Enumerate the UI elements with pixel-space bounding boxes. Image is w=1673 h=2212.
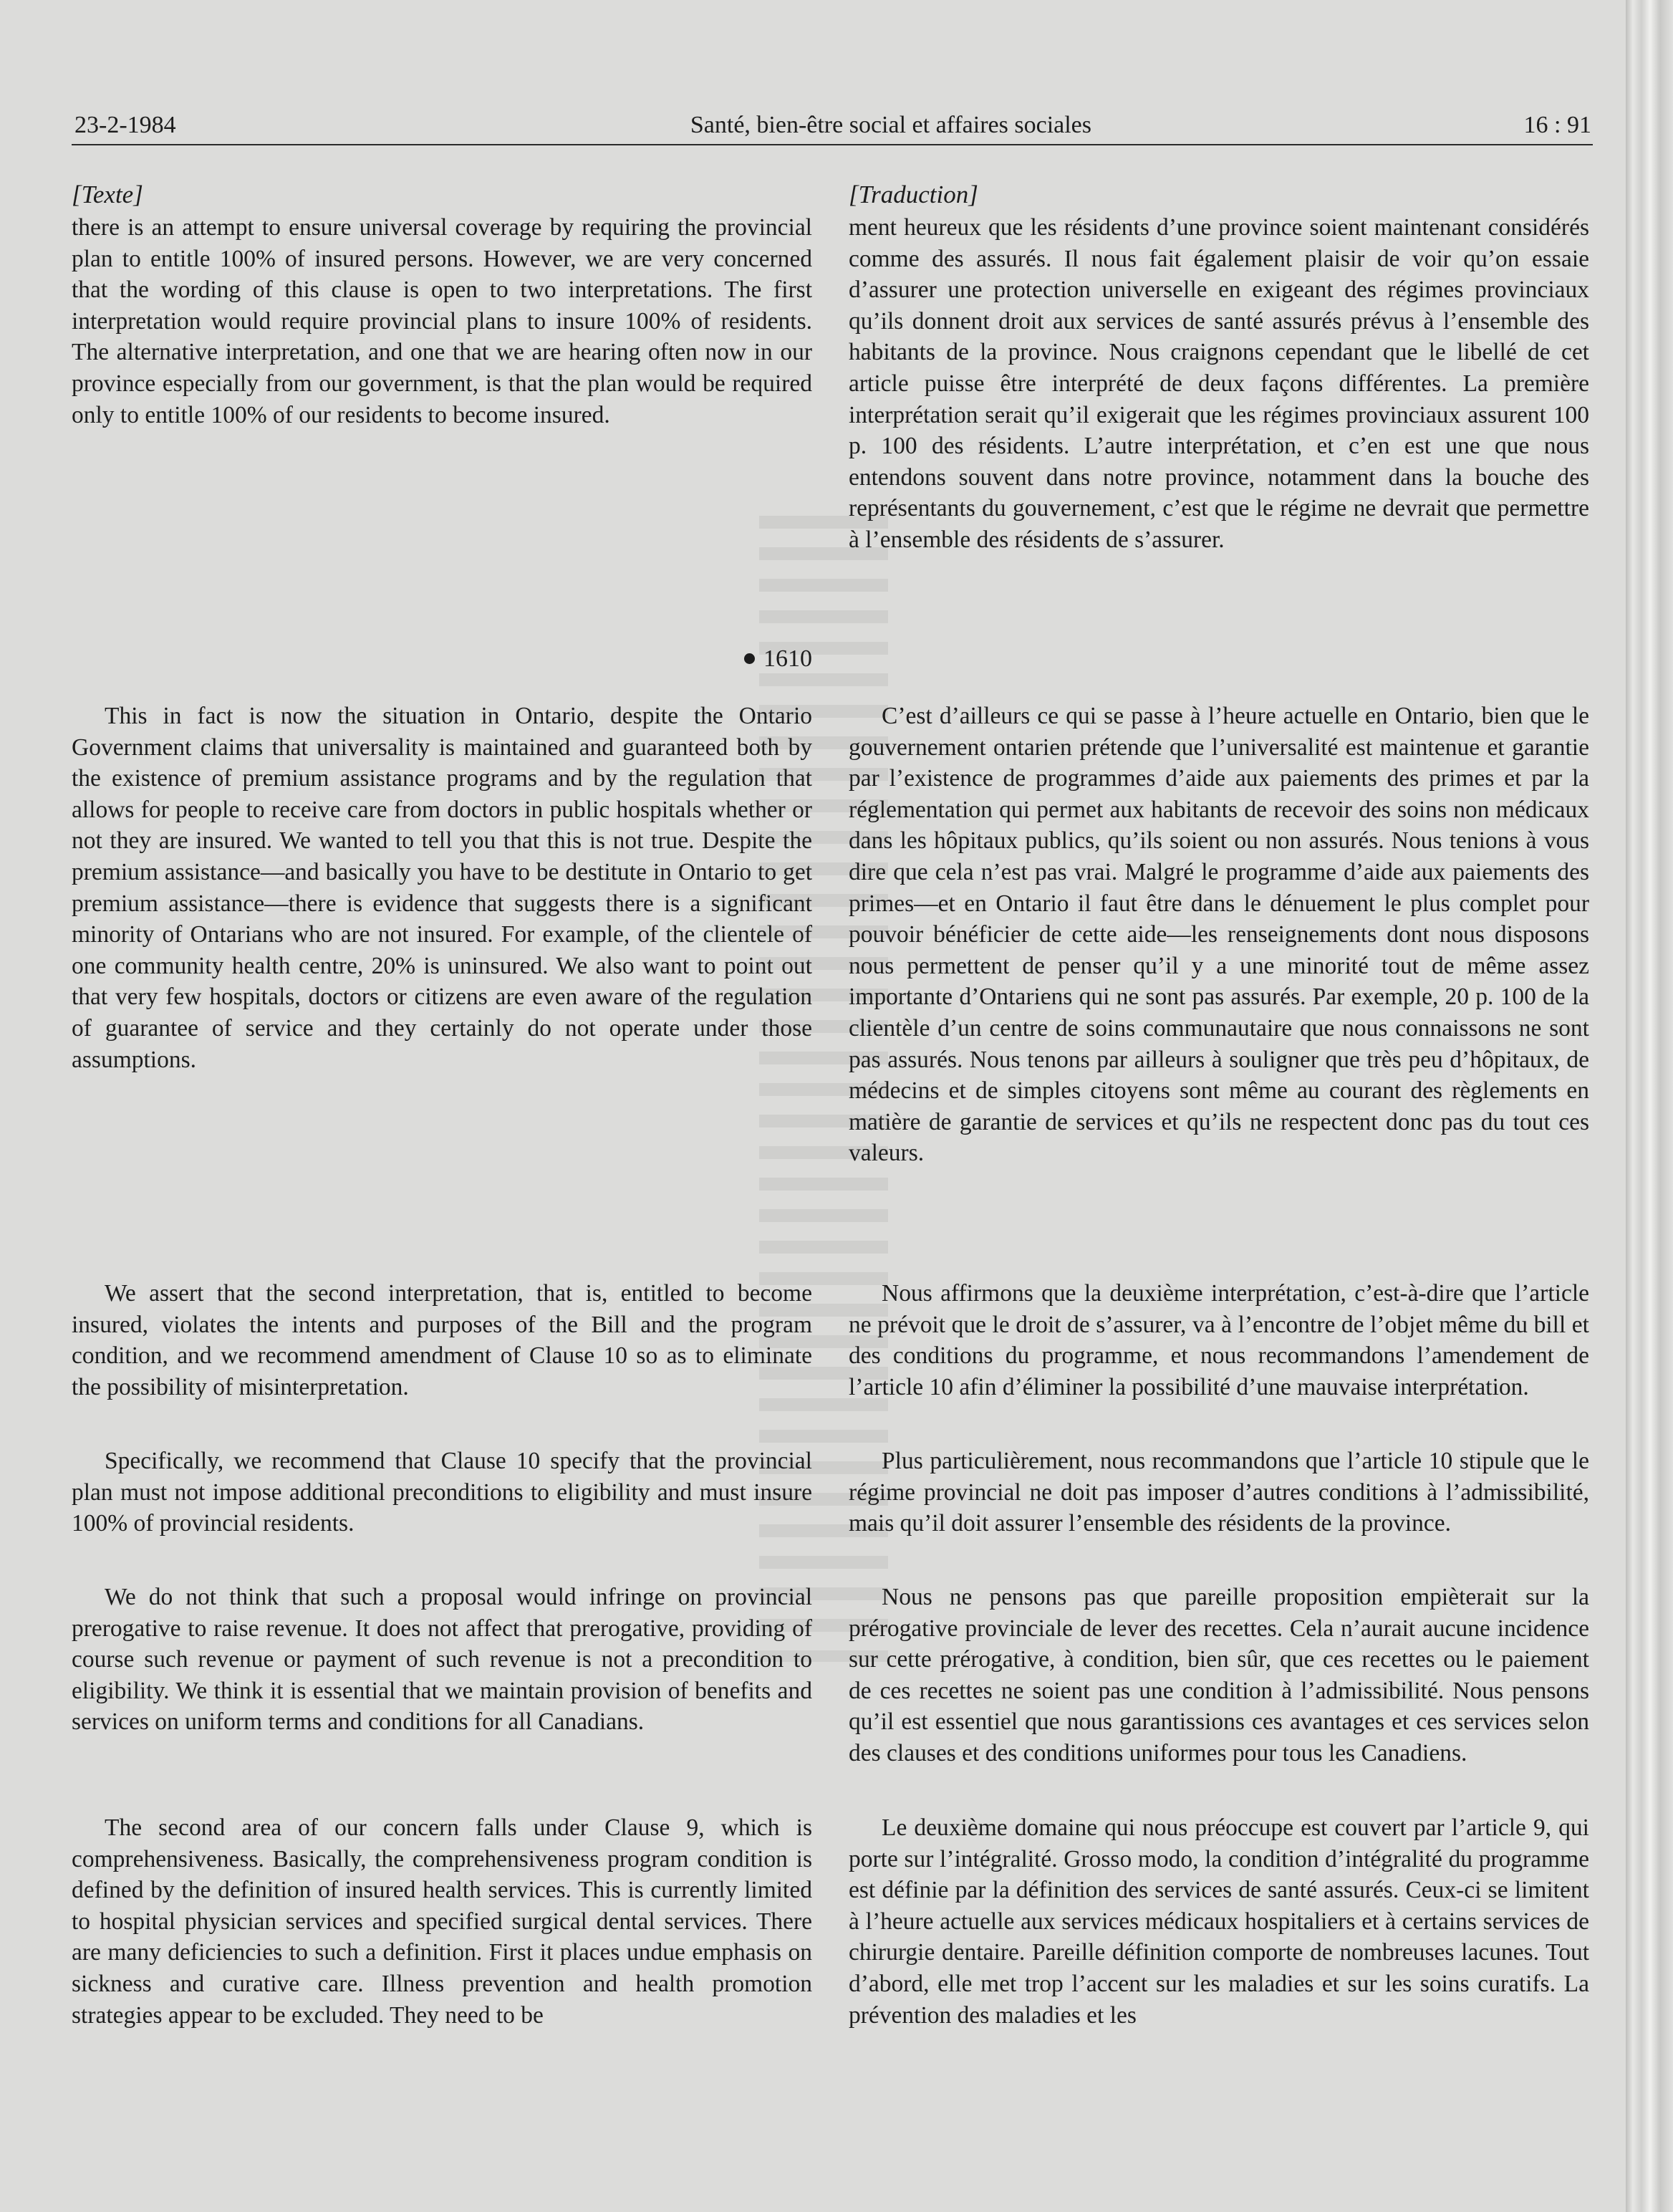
paragraph: there is an attempt to ensure universal coverage by requiring the provincial plan to entitle 100% of insured persons. However, we are very concerned that the wording of this clause is open to two interpretations. The first interpretation would require provincial plans to insure 100% of residents. The alternative interpretation, and one that we are hearing often now in our province especially from our government, is that the plan would be required only to entitle 100% of our residents to become insured. — [72, 214, 812, 428]
header-date: 23-2-1984 — [74, 112, 176, 138]
column-label-texte: [Texte] — [72, 181, 143, 208]
paragraph: Nous ne pensons pas que pareille proposition empièterait sur la prérogative provinciale de lever des recettes. Cela n’aurait aucune incidence sur cette prérogative, à condition, bien sûr, que ces recettes ou le paiement de ces recettes ne soient pas une condition à l’admissibilité. Nous pensons qu’il est essentiel que nous garantissions ces avantages et ces services selon des clauses et des conditions uniformes pour tous les Canadiens. — [849, 1584, 1589, 1766]
paragraph: The second area of our concern falls under Clause 9, which is comprehensiveness. Basically, the comprehensiveness program condition is defined by the definition of insured health services. This is currently limited to hospital physician services and specified surgical dental services. There are many deficiencies to such a definition. First it places undue emphasis on sickness and curative care. Illness prevention and health promotion strategies appear to be excluded. They need to be — [72, 1814, 812, 2029]
bullet-dot-icon — [744, 653, 755, 664]
time-marker — [72, 643, 812, 675]
header-title: Santé, bien-être social et affaires sociales — [690, 112, 1091, 138]
column-label-traduction: [Traduction] — [849, 181, 978, 208]
time-marker-text: 1610 — [763, 645, 812, 672]
paragraph: Le deuxième domaine qui nous préoccupe est couvert par l’article 9, qui porte sur l’intégralité. Grosso modo, la condition d’intégralité du programme est définie par la définition des services de santé assurés. Ceux-ci se limitent à l’heure actuelle aux services médicaux hospitaliers et à certains services de chirurgie dentaire. Pareille définition comporte de nombreuses lacunes. Tout d’abord, elle met trop l’accent sur les maladies et sur les soins curatifs. La prévention des maladies et les — [849, 1814, 1589, 2029]
book-page-edge — [1626, 0, 1673, 2212]
paragraph: C’est d’ailleurs ce qui se passe à l’heure actuelle en Ontario, bien que le gouvernement ontarien prétende que l’universalité est maintenue et garantie par l’existence de programmes d’aide aux paiements des primes et par la réglementation qui permet aux habitants de recevoir des soins non médicaux dans les hôpitaux publics, qu’ils soient ou non assurés. Nous tenions à vous dire que cela n’est pas vrai. Malgré le programme d’aide aux paiements des primes—et en Ontario il faut être dans le dénuement le plus complet pour pouvoir bénéficier de cette aide—les renseignements dont nous disposons nous permettent de penser qu’il y a une minorité tout de même assez importante d’Ontariens qui ne sont pas assurés. Par exemple, 20 p. 100 de la clientèle d’un centre de soins communautaire que nous connaissons ne sont pas assurés. Nous tenons par ailleurs à souligner que très peu d’hôpitaux, de médecins et de simples citoyens sont même au courant des règlements en matière de garantie de services et qu’ils ne respectent donc pas du tout ces valeurs. — [849, 703, 1589, 1167]
paragraph: ment heureux que les résidents d’une province soient maintenant considérés comme des assurés. Il nous fait également plaisir de voir qu’on essaie d’assurer une protection universelle en exigeant des régimes provinciaux qu’ils donnent droit aux services de santé assurés prévus à l’ensemble des habitants de la province. Nous craignons cependant que le libellé de cet article puisse être interprété de deux façons différentes. La première interprétation serait qu’il exigerait que les régimes provinciaux assurent 100 p. 100 des résidents. L’autre interprétation, et c’en est une que nous entendons souvent dans notre province, notamment dans la bouche des représentants du gouvernement, c’est que le régime ne devrait que permettre à l’ensemble des résidents de s’assurer. — [849, 214, 1589, 553]
header-page-number: 16 : 91 — [1523, 112, 1591, 138]
paragraph: This in fact is now the situation in Ontario, despite the Ontario Government claims that universality is maintained and guaranteed both by the existence of premium assistance programs and by the regulation that allows for people to receive care from doctors in public hospitals whether or not they are insured. We wanted to tell you that this is not true. Despite the premium assistance—and basically you have to be destitute in Ontario to get premium assistance—there is evidence that suggests there is a significant minority of Ontarians who are not insured. For example, of the clientele of one community health centre, 20% is uninsured. We also want to point out that very few hospitals, doctors or citizens are even aware of the regulation of guarantee of service and they certainly do not operate under those assumptions. — [72, 703, 812, 1073]
paragraph: Specifically, we recommend that Clause 10 specify that the provincial plan must not impose additional preconditions to eligibility and must insure 100% of provincial residents. — [72, 1448, 812, 1537]
running-header — [74, 109, 1591, 142]
paragraph: Nous affirmons que la deuxième interprétation, c’est-à-dire que l’article ne prévoit que le droit de s’assurer, va à l’encontre de l’objet même du bill et des conditions du programme, et nous recommandons l’amendement de l’article 10 afin d’éliminer la possibilité d’une mauvaise interprétation. — [849, 1280, 1589, 1400]
paragraph: We assert that the second interpretation, that is, entitled to become insured, violates the intents and purposes of the Bill and the program condition, and we recommend amendment of Clause 10 so as to eliminate the possibility of misinterpretation. — [72, 1280, 812, 1400]
paragraph: Plus particulièrement, nous recommandons que l’article 10 stipule que le régime provincial ne doit pas imposer d’autres conditions à l’admissibilité, mais qu’il doit assurer l’ensemble des résidents de la province. — [849, 1448, 1589, 1537]
paragraph: We do not think that such a proposal would infringe on provincial prerogative to raise revenue. It does not affect that prerogative, providing of course such revenue or payment of such revenue is not a precondition to eligibility. We think it is essential that we maintain provision of benefits and services on uniform terms and conditions for all Canadians. — [72, 1584, 812, 1736]
header-rule — [72, 144, 1593, 145]
